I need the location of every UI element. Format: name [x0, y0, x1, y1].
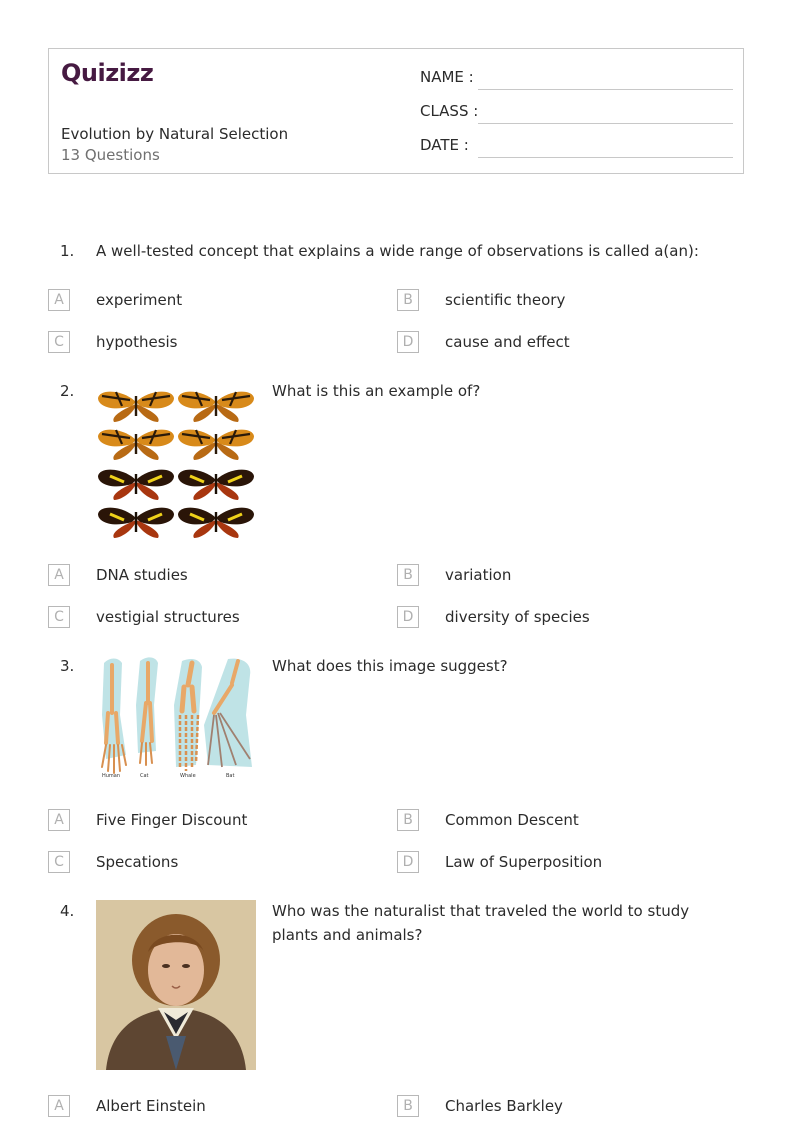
option-text: diversity of species	[445, 608, 590, 626]
question-text: What is this an example of?	[272, 382, 481, 400]
quizizz-logo: Quizizz	[61, 59, 154, 87]
option-text: Common Descent	[445, 811, 579, 829]
forelimb-label-human: Human	[102, 773, 121, 779]
forelimb-label-bat: Bat	[226, 773, 235, 779]
option-letter: D	[397, 331, 419, 353]
worksheet-header	[48, 48, 744, 174]
option-text: variation	[445, 566, 512, 584]
option-letter: B	[397, 1095, 419, 1117]
option-letter: D	[397, 606, 419, 628]
class-line	[478, 123, 733, 124]
option-text: experiment	[96, 291, 183, 309]
date-label: DATE :	[420, 136, 469, 154]
question-number: 1.	[60, 242, 75, 260]
option-text: Albert Einstein	[96, 1097, 206, 1115]
option-letter: A	[48, 1095, 70, 1117]
option-letter: B	[397, 289, 419, 311]
option-letter: D	[397, 851, 419, 873]
option-letter: A	[48, 564, 70, 586]
option-letter: C	[48, 851, 70, 873]
portrait-image	[96, 900, 256, 1070]
option-text: vestigial structures	[96, 608, 240, 626]
name-label: NAME :	[420, 68, 474, 86]
option-text: Five Finger Discount	[96, 811, 248, 829]
forelimb-label-whale: Whale	[180, 773, 196, 779]
class-label: CLASS :	[420, 102, 479, 120]
forelimb-label-cat: Cat	[140, 773, 149, 779]
question-count: 13 Questions	[61, 146, 160, 164]
option-text: Specations	[96, 853, 179, 871]
worksheet-title: Evolution by Natural Selection	[61, 125, 289, 143]
option-text: hypothesis	[96, 333, 178, 351]
question-text: A well-tested concept that explains a wide range of observations is called a(an):	[96, 242, 699, 260]
option-letter: C	[48, 331, 70, 353]
option-text: cause and effect	[445, 333, 570, 351]
question-number: 2.	[60, 382, 75, 400]
option-letter: A	[48, 289, 70, 311]
question-text: Who was the naturalist that traveled the world to study plants and animals?	[272, 902, 690, 944]
date-line	[478, 157, 733, 158]
option-text: scientific theory	[445, 291, 566, 309]
question-number: 3.	[60, 657, 75, 675]
option-letter: A	[48, 809, 70, 831]
option-text: Law of Superposition	[445, 853, 603, 871]
option-text: Charles Barkley	[445, 1097, 563, 1115]
option-letter: C	[48, 606, 70, 628]
question-number: 4.	[60, 902, 75, 920]
option-text: DNA studies	[96, 566, 188, 584]
question-text: What does this image suggest?	[272, 657, 508, 675]
butterflies-image	[96, 380, 256, 540]
forelimb-homology-image	[96, 655, 256, 783]
option-letter: B	[397, 564, 419, 586]
name-line	[478, 89, 733, 90]
option-letter: B	[397, 809, 419, 831]
